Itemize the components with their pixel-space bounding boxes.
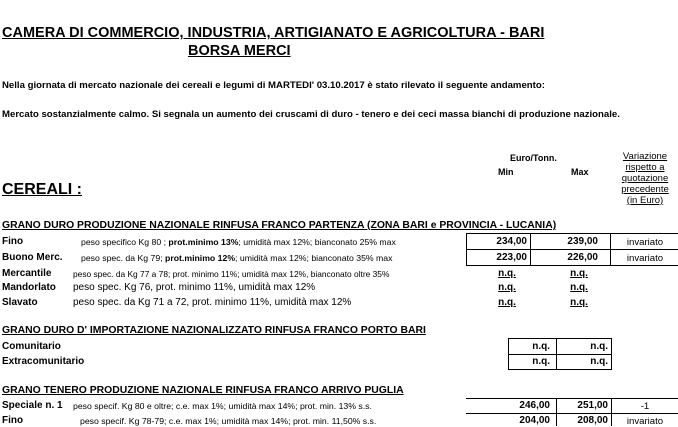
table-rule bbox=[466, 413, 678, 414]
cereali-heading: CEREALI : bbox=[2, 181, 82, 198]
variation-line: precedente bbox=[621, 184, 669, 195]
price-min: n.q. bbox=[498, 268, 516, 279]
product-spec: peso specif. Kg 80 e oltre; c.e. max 1%; umidità max 14%; prot. min. 13% s.s. bbox=[73, 401, 372, 411]
table-rule bbox=[508, 369, 612, 370]
euro-tonn-header: Euro/Tonn. bbox=[510, 153, 557, 163]
section-title: GRANO DURO D' IMPORTAZIONE NAZIONALIZZATO RINFUSA FRANCO PORTO BARI bbox=[2, 325, 426, 336]
table-rule bbox=[556, 398, 557, 426]
product-name: Slavato bbox=[2, 297, 38, 308]
price-max: 239,00 bbox=[567, 236, 598, 247]
price-max: n.q. bbox=[570, 282, 588, 293]
min-header: Min bbox=[498, 167, 514, 177]
price-variation: invariato bbox=[626, 416, 664, 427]
product-name: Mandorlato bbox=[2, 282, 56, 293]
variation-header bbox=[612, 151, 678, 206]
variation-line: quotazione bbox=[621, 173, 669, 184]
product-name: Speciale n. 1 bbox=[2, 400, 63, 411]
price-min: n.q. bbox=[498, 282, 516, 293]
product-name: Fino bbox=[2, 236, 24, 247]
variation-line: rispetto a bbox=[625, 162, 665, 173]
table-rule bbox=[508, 338, 509, 370]
spec-text: peso specifico Kg 80 ; bbox=[81, 237, 169, 247]
table-rule bbox=[610, 233, 611, 266]
product-name: Buono Merc. bbox=[2, 252, 63, 263]
table-rule bbox=[530, 233, 531, 266]
section-title: GRANO DURO PRODUZIONE NAZIONALE RINFUSA FRANCO PARTENZA (ZONA BARI e PROVINCIA - LUCANIA) bbox=[2, 220, 557, 231]
price-variation: -1 bbox=[640, 401, 650, 412]
product-spec bbox=[81, 237, 396, 247]
price-max: 251,00 bbox=[577, 400, 608, 411]
table-rule bbox=[466, 265, 678, 266]
table-rule bbox=[556, 338, 557, 370]
spec-text: ; umidità max 12%; bianconato 35% max bbox=[235, 253, 393, 263]
table-rule bbox=[466, 249, 678, 250]
table-rule bbox=[611, 398, 612, 426]
market-summary: Mercato sostanzialmente calmo. Si segnala un aumento dei cruscami di duro - tenero e dei ceci massa bianchi di produzione nazionale. bbox=[2, 109, 620, 120]
product-spec: peso specif. Kg 78-79; c.e. max 1%; umidità max 14%; prot. min. 11,50% s.s. bbox=[80, 416, 377, 426]
price-min: 204,00 bbox=[519, 415, 550, 426]
product-spec: peso spec. Kg 76, prot. minimo 11%, umidità max 12% bbox=[73, 282, 316, 293]
product-name: Fino bbox=[2, 415, 24, 426]
price-max: n.q. bbox=[570, 268, 588, 279]
table-rule bbox=[466, 233, 467, 266]
section-title: GRANO TENERO PRODUZIONE NAZIONALE RINFUSA FRANCO ARRIVO PUGLIA bbox=[2, 385, 404, 396]
variation-line: (in Euro) bbox=[626, 195, 664, 206]
table-rule bbox=[466, 233, 678, 234]
table-rule bbox=[611, 338, 612, 370]
price-variation: invariato bbox=[626, 253, 664, 264]
price-max: 226,00 bbox=[567, 252, 598, 263]
price-max: n.q. bbox=[590, 356, 608, 367]
product-name: Mercantile bbox=[2, 268, 52, 279]
product-spec: peso spec. da Kg 77 a 78; prot. minimo 11%; umidità max 12%, bianconato oltre 35% bbox=[73, 269, 390, 279]
spec-protein: prot.minimo 13% bbox=[168, 237, 239, 247]
price-min: 223,00 bbox=[496, 252, 527, 263]
max-header: Max bbox=[571, 167, 589, 177]
price-min: n.q. bbox=[498, 297, 516, 308]
price-max: n.q. bbox=[570, 297, 588, 308]
product-spec bbox=[81, 253, 392, 263]
product-name: Extracomunitario bbox=[2, 356, 85, 367]
spec-protein: prot.minimo 12% bbox=[165, 253, 236, 263]
product-name: Comunitario bbox=[2, 341, 61, 352]
price-variation: invariato bbox=[626, 237, 664, 248]
table-rule bbox=[466, 398, 678, 399]
price-min: 246,00 bbox=[519, 400, 550, 411]
price-min: 234,00 bbox=[496, 236, 527, 247]
price-max: n.q. bbox=[590, 341, 608, 352]
page-title: CAMERA DI COMMERCIO, INDUSTRIA, ARTIGIANATO E AGRICOLTURA - BARI bbox=[2, 25, 545, 41]
variation-line: Variazione bbox=[622, 151, 668, 162]
price-max: 208,00 bbox=[577, 415, 608, 426]
spec-text: ; umidità max 12%; bianconato 25% max bbox=[238, 237, 396, 247]
page-subtitle: BORSA MERCI bbox=[188, 43, 291, 59]
product-spec: peso spec. da Kg 71 a 72, prot. minimo 11%, umidità max 12% bbox=[73, 297, 352, 308]
price-min: n.q. bbox=[532, 356, 550, 367]
spec-text: peso spec. da Kg 79; bbox=[81, 253, 166, 263]
table-rule bbox=[508, 354, 612, 355]
intro-text: Nella giornata di mercato nazionale dei cereali e legumi di MARTEDI' 03.10.2017 è stato rilevato il seguente andamento: bbox=[2, 80, 545, 91]
table-rule bbox=[508, 338, 612, 339]
price-min: n.q. bbox=[532, 341, 550, 352]
